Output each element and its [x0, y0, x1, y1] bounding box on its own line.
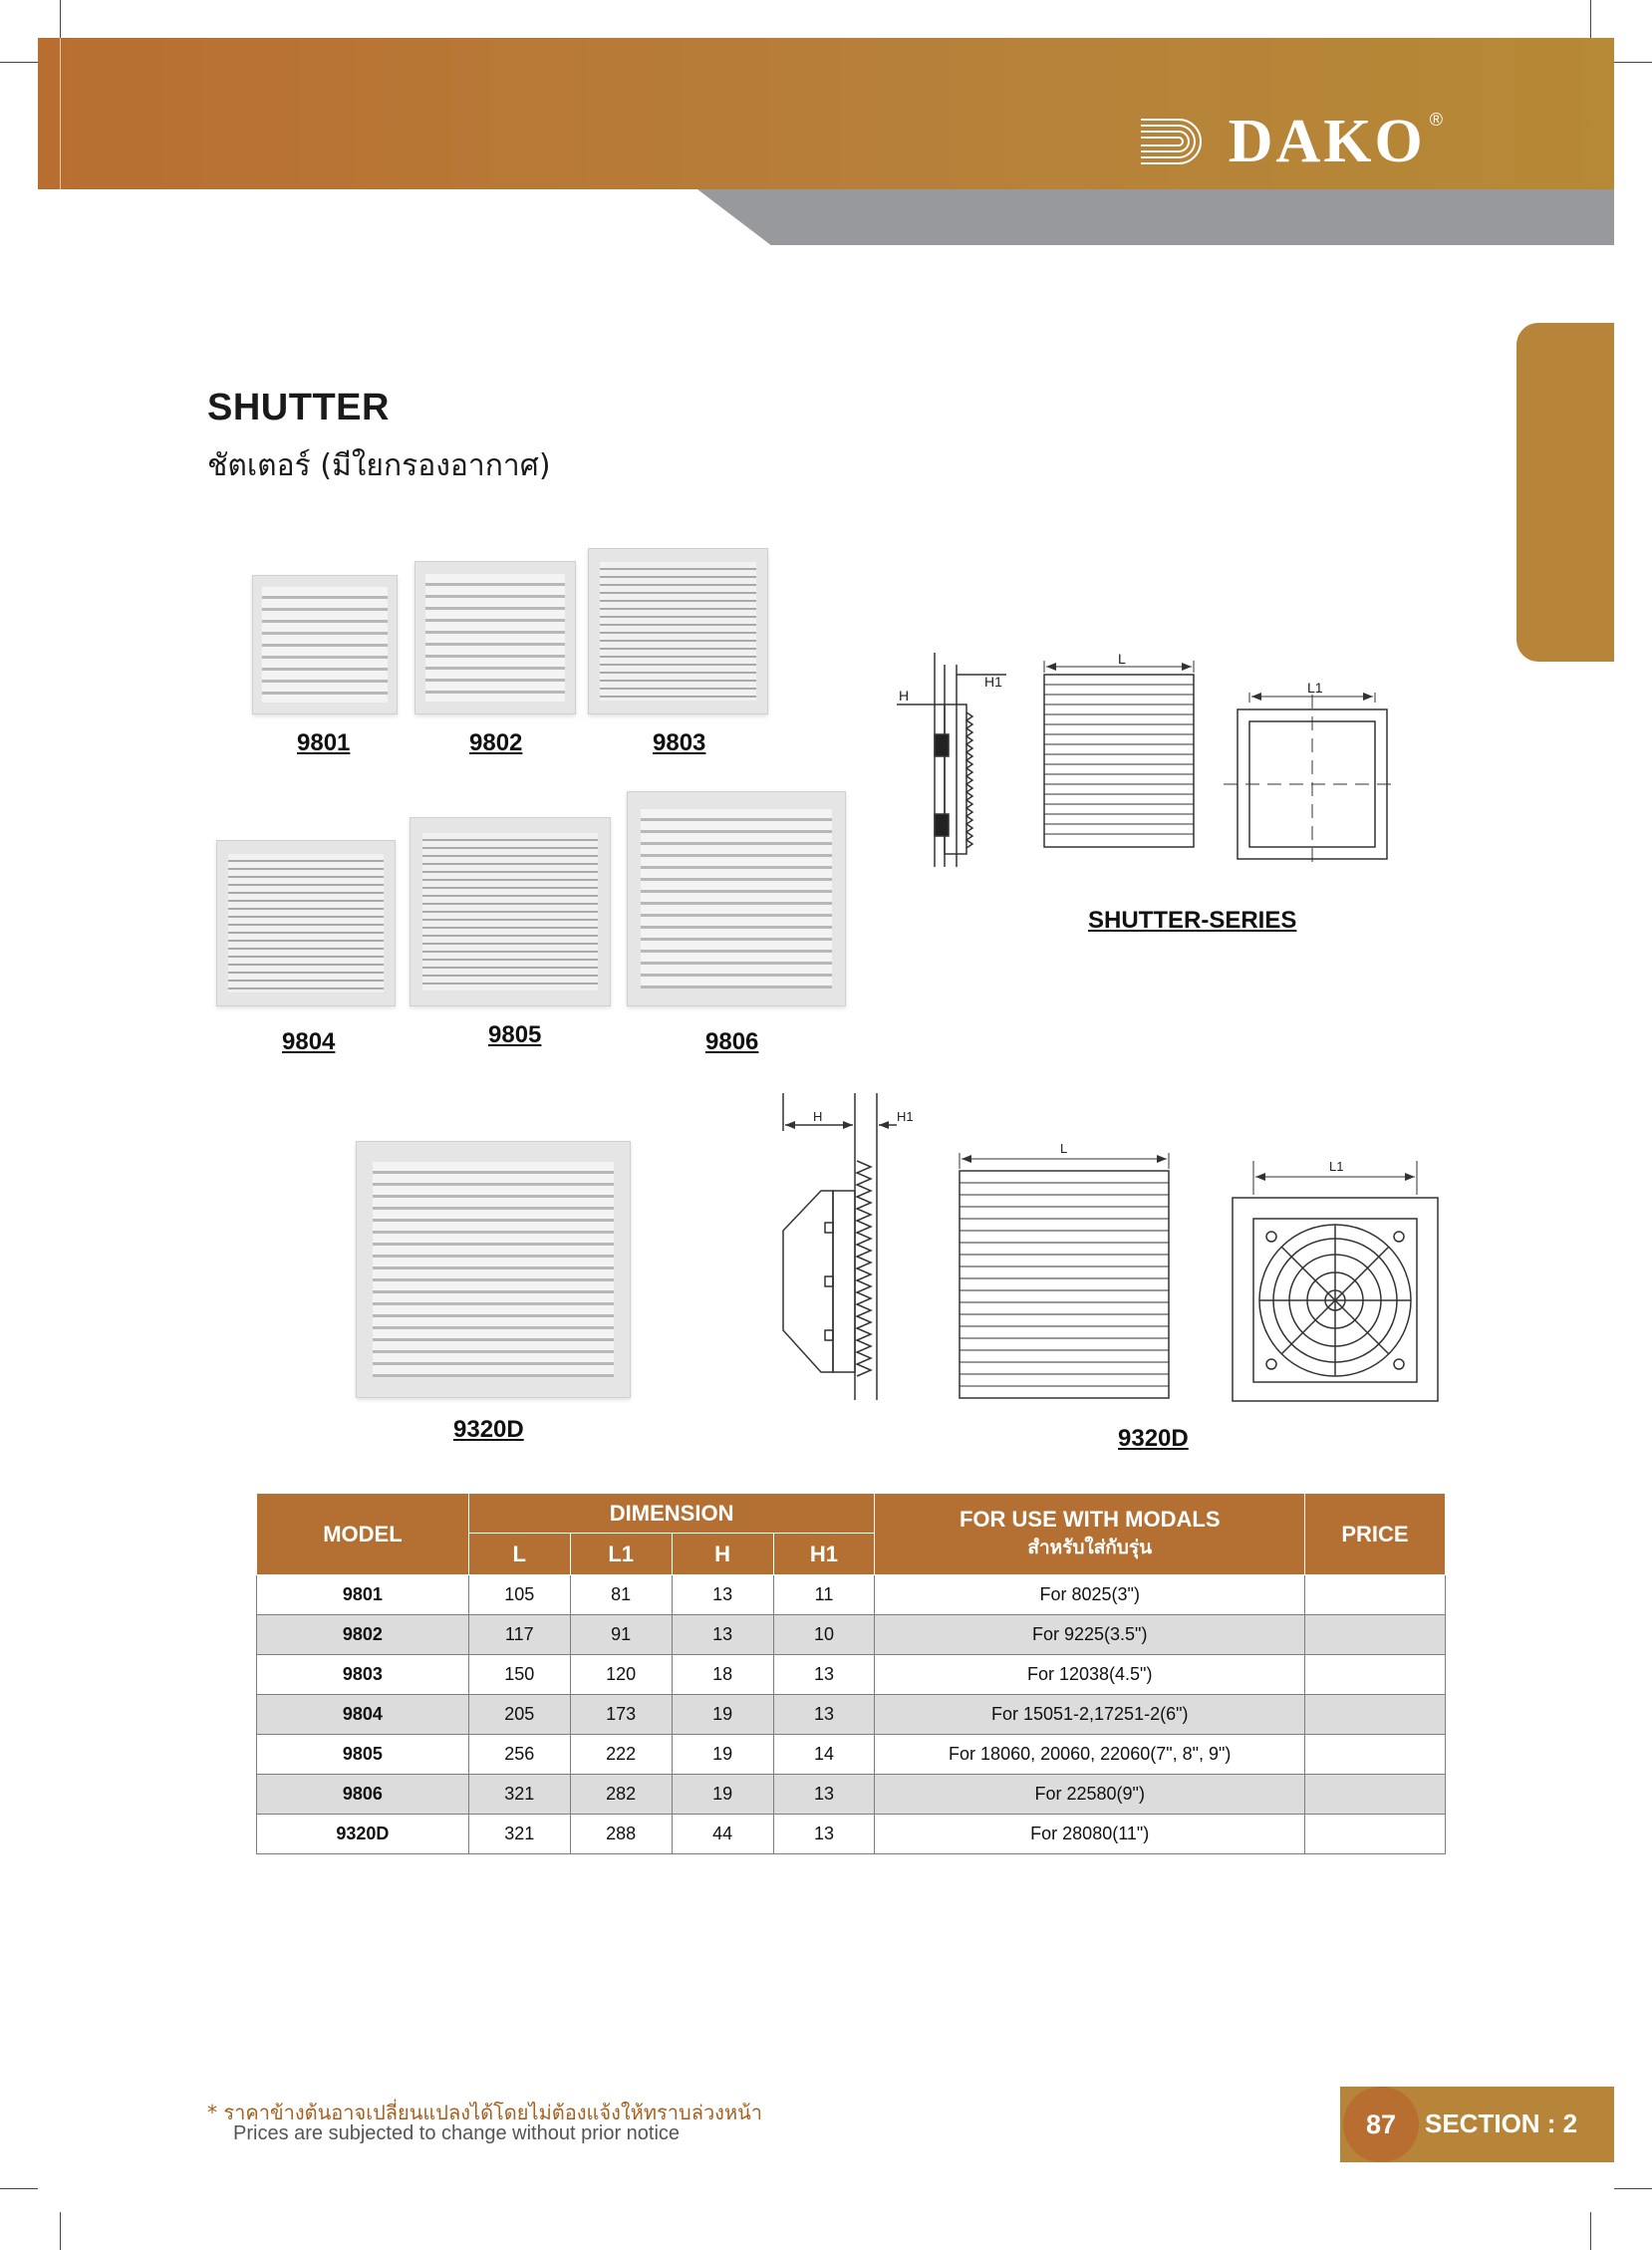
cell-model: 9806 — [257, 1775, 469, 1815]
table-row — [257, 1775, 1446, 1815]
product-photo-9806 — [627, 791, 846, 1006]
table-row — [257, 1575, 1446, 1615]
cell-h1: 14 — [773, 1735, 875, 1775]
cell-h1: 10 — [773, 1615, 875, 1655]
photo-label-9806: 9806 — [705, 1028, 759, 1055]
cell-h: 19 — [672, 1735, 773, 1775]
table-row — [257, 1695, 1446, 1735]
cell-l1: 288 — [570, 1815, 672, 1854]
cell-price — [1305, 1615, 1446, 1655]
col-header-price: PRICE — [1305, 1494, 1446, 1575]
product-photo-9320d — [356, 1141, 631, 1398]
crop-mark — [60, 0, 61, 38]
brand-name: DAKO — [1228, 107, 1426, 175]
cell-h: 13 — [672, 1575, 773, 1615]
photo-label-9805: 9805 — [488, 1021, 542, 1048]
9320d-drawing-label: 9320D — [1118, 1425, 1189, 1452]
cell-model: 9805 — [257, 1735, 469, 1775]
product-photo-9803 — [588, 548, 768, 714]
cell-use: For 28080(11") — [875, 1815, 1305, 1854]
product-photo-9804 — [216, 840, 396, 1006]
col-header-h: H — [672, 1534, 773, 1575]
table-row — [257, 1615, 1446, 1655]
cell-h1: 11 — [773, 1575, 875, 1615]
cell-model: 9320D — [257, 1815, 469, 1854]
header-guide-line — [60, 38, 61, 189]
page-number: 87 — [1343, 2087, 1419, 2162]
photo-label-9803: 9803 — [653, 729, 706, 756]
col-header-for-use — [875, 1494, 1305, 1575]
cell-l: 117 — [468, 1615, 570, 1655]
section-label: SECTION : 2 — [1425, 2109, 1578, 2138]
crop-mark — [0, 62, 38, 63]
cell-l1: 91 — [570, 1615, 672, 1655]
cell-l1: 120 — [570, 1655, 672, 1695]
cell-l: 321 — [468, 1815, 570, 1854]
crop-mark — [1614, 2188, 1652, 2189]
photo-label-9804: 9804 — [282, 1028, 336, 1055]
cell-l: 205 — [468, 1695, 570, 1735]
cell-use: For 22580(9") — [875, 1775, 1305, 1815]
cell-h: 18 — [672, 1655, 773, 1695]
table-row — [257, 1655, 1446, 1695]
cell-h: 19 — [672, 1775, 773, 1815]
photo-label-9802: 9802 — [469, 729, 523, 756]
shutter-series-drawing — [887, 653, 1405, 872]
cell-l1: 282 — [570, 1775, 672, 1815]
spec-table — [256, 1493, 1446, 1854]
dim-l-9320d: L — [1060, 1141, 1068, 1156]
cell-l: 256 — [468, 1735, 570, 1775]
cell-price — [1305, 1655, 1446, 1695]
cell-h1: 13 — [773, 1815, 875, 1854]
col-header-l: L — [468, 1534, 570, 1575]
cell-l1: 222 — [570, 1735, 672, 1775]
cell-h1: 13 — [773, 1655, 875, 1695]
product-photo-9801 — [252, 575, 398, 714]
cell-l1: 173 — [570, 1695, 672, 1735]
shutter-series-label: SHUTTER-SERIES — [1088, 907, 1297, 934]
section-side-tab — [1516, 323, 1614, 662]
header-grey-strip — [697, 189, 1614, 245]
col-header-dimension: DIMENSION — [468, 1494, 875, 1534]
page-title: SHUTTER — [207, 387, 390, 428]
cell-l: 150 — [468, 1655, 570, 1695]
crop-mark — [60, 2212, 61, 2250]
page-subtitle: ชัตเตอร์ (มีใยกรองอากาศ) — [207, 448, 551, 483]
for-use-th: สำหรับใส่กับรุ่น — [1027, 1536, 1153, 1558]
cell-l1: 81 — [570, 1575, 672, 1615]
cell-use: For 18060, 20060, 22060(7", 8", 9") — [875, 1735, 1305, 1775]
cell-price — [1305, 1695, 1446, 1735]
crop-mark — [1590, 0, 1591, 38]
dim-l1-9320d: L1 — [1329, 1159, 1344, 1174]
table-row — [257, 1815, 1446, 1854]
registered-mark: ® — [1429, 109, 1443, 130]
brand-logo — [1139, 107, 1443, 175]
cell-l: 105 — [468, 1575, 570, 1615]
col-header-l1: L1 — [570, 1534, 672, 1575]
for-use-en: FOR USE WITH MODALS — [959, 1506, 1221, 1532]
cell-model: 9802 — [257, 1615, 469, 1655]
cell-model: 9804 — [257, 1695, 469, 1735]
price-note-thai: * ราคาข้างต้นอาจเปลี่ยนแปลงได้โดยไม่ต้องแจ้งให้ทราบล่วงหน้า — [207, 2101, 763, 2124]
cell-model: 9801 — [257, 1575, 469, 1615]
photo-label-9320d: 9320D — [453, 1416, 524, 1443]
cell-h: 13 — [672, 1615, 773, 1655]
cell-h: 19 — [672, 1695, 773, 1735]
logo-mark-icon — [1139, 116, 1219, 167]
product-photo-9802 — [414, 561, 576, 714]
dim-h: H — [899, 688, 910, 703]
cell-h: 44 — [672, 1815, 773, 1854]
cell-use: For 8025(3") — [875, 1575, 1305, 1615]
dim-h-9320d: H — [813, 1109, 823, 1124]
cell-use: For 12038(4.5") — [875, 1655, 1305, 1695]
cell-l: 321 — [468, 1775, 570, 1815]
crop-mark — [0, 2188, 38, 2189]
table-row — [257, 1735, 1446, 1775]
cell-price — [1305, 1815, 1446, 1854]
cell-h1: 13 — [773, 1775, 875, 1815]
cell-price — [1305, 1735, 1446, 1775]
cell-price — [1305, 1575, 1446, 1615]
dim-h1-9320d: H1 — [897, 1109, 914, 1124]
photo-label-9801: 9801 — [297, 729, 351, 756]
cell-use: For 15051-2,17251-2(6") — [875, 1695, 1305, 1735]
crop-mark — [1590, 2212, 1591, 2250]
cell-h1: 13 — [773, 1695, 875, 1735]
9320d-drawing — [767, 1091, 1445, 1410]
cell-model: 9803 — [257, 1655, 469, 1695]
price-note-english: Prices are subjected to change without prior notice — [233, 2122, 681, 2144]
col-header-model: MODEL — [257, 1494, 469, 1575]
crop-mark — [1614, 62, 1652, 63]
dim-h1: H1 — [984, 674, 1002, 690]
product-photo-9805 — [410, 817, 611, 1006]
col-header-h1: H1 — [773, 1534, 875, 1575]
dim-l: L — [1118, 653, 1126, 667]
cell-price — [1305, 1775, 1446, 1815]
dim-l1: L1 — [1307, 680, 1323, 696]
cell-use: For 9225(3.5") — [875, 1615, 1305, 1655]
